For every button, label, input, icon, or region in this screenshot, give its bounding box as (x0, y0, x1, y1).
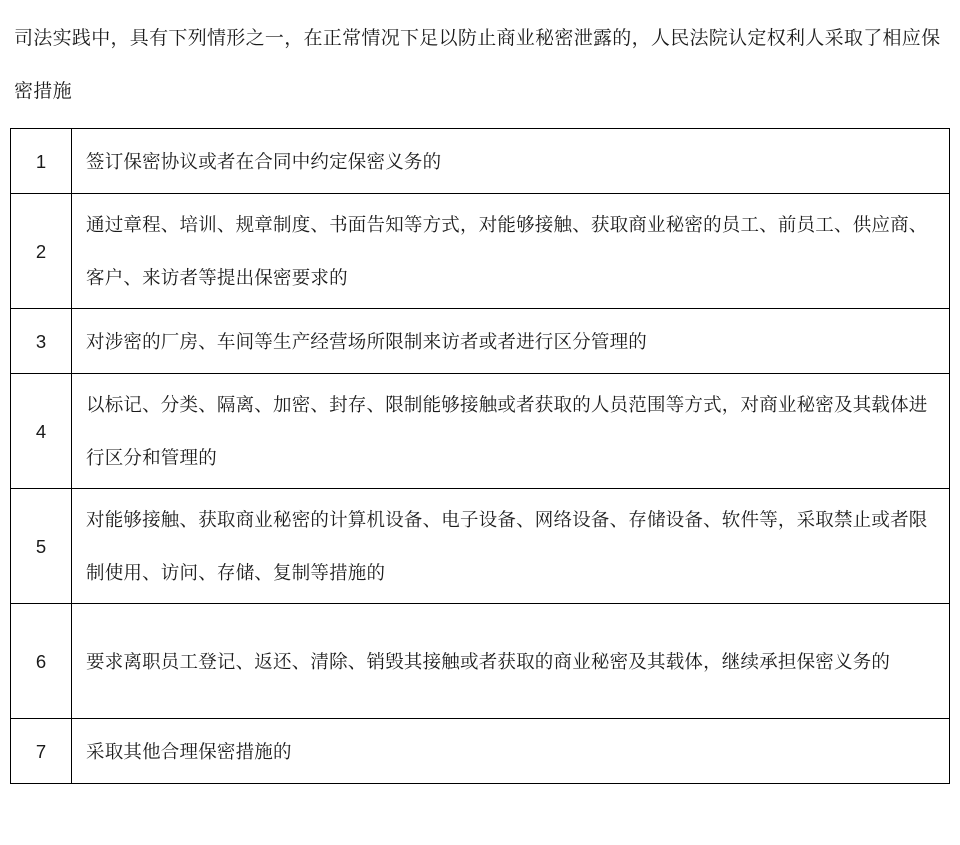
row-text: 采取其他合理保密措施的 (72, 719, 950, 784)
row-text: 对能够接触、获取商业秘密的计算机设备、电子设备、网络设备、存储设备、软件等，采取禁止或者限制使用、访问、存储、复制等措施的 (72, 489, 950, 604)
table-row (11, 309, 950, 374)
row-number: 6 (11, 604, 72, 719)
row-number: 1 (11, 129, 72, 194)
table-row (11, 194, 950, 309)
row-text: 以标记、分类、隔离、加密、封存、限制能够接触或者获取的人员范围等方式，对商业秘密及其载体进行区分和管理的 (72, 374, 950, 489)
row-text: 通过章程、培训、规章制度、书面告知等方式，对能够接触、获取商业秘密的员工、前员工、供应商、客户、来访者等提出保密要求的 (72, 194, 950, 309)
row-number: 7 (11, 719, 72, 784)
row-number: 4 (11, 374, 72, 489)
row-text: 要求离职员工登记、返还、清除、销毁其接触或者获取的商业秘密及其载体，继续承担保密义务的 (72, 604, 950, 719)
table-row (11, 719, 950, 784)
table-row (11, 604, 950, 719)
row-number: 2 (11, 194, 72, 309)
table-row (11, 374, 950, 489)
row-number: 5 (11, 489, 72, 604)
row-text: 签订保密协议或者在合同中约定保密义务的 (72, 129, 950, 194)
confidentiality-measures-table (10, 128, 950, 784)
row-text: 对涉密的厂房、车间等生产经营场所限制来访者或者进行区分管理的 (72, 309, 950, 374)
intro-paragraph: 司法实践中，具有下列情形之一，在正常情况下足以防止商业秘密泄露的，人民法院认定权利人采取了相应保密措施 (14, 28, 941, 102)
row-number: 3 (11, 309, 72, 374)
table-row (11, 489, 950, 604)
table-row (11, 129, 950, 194)
